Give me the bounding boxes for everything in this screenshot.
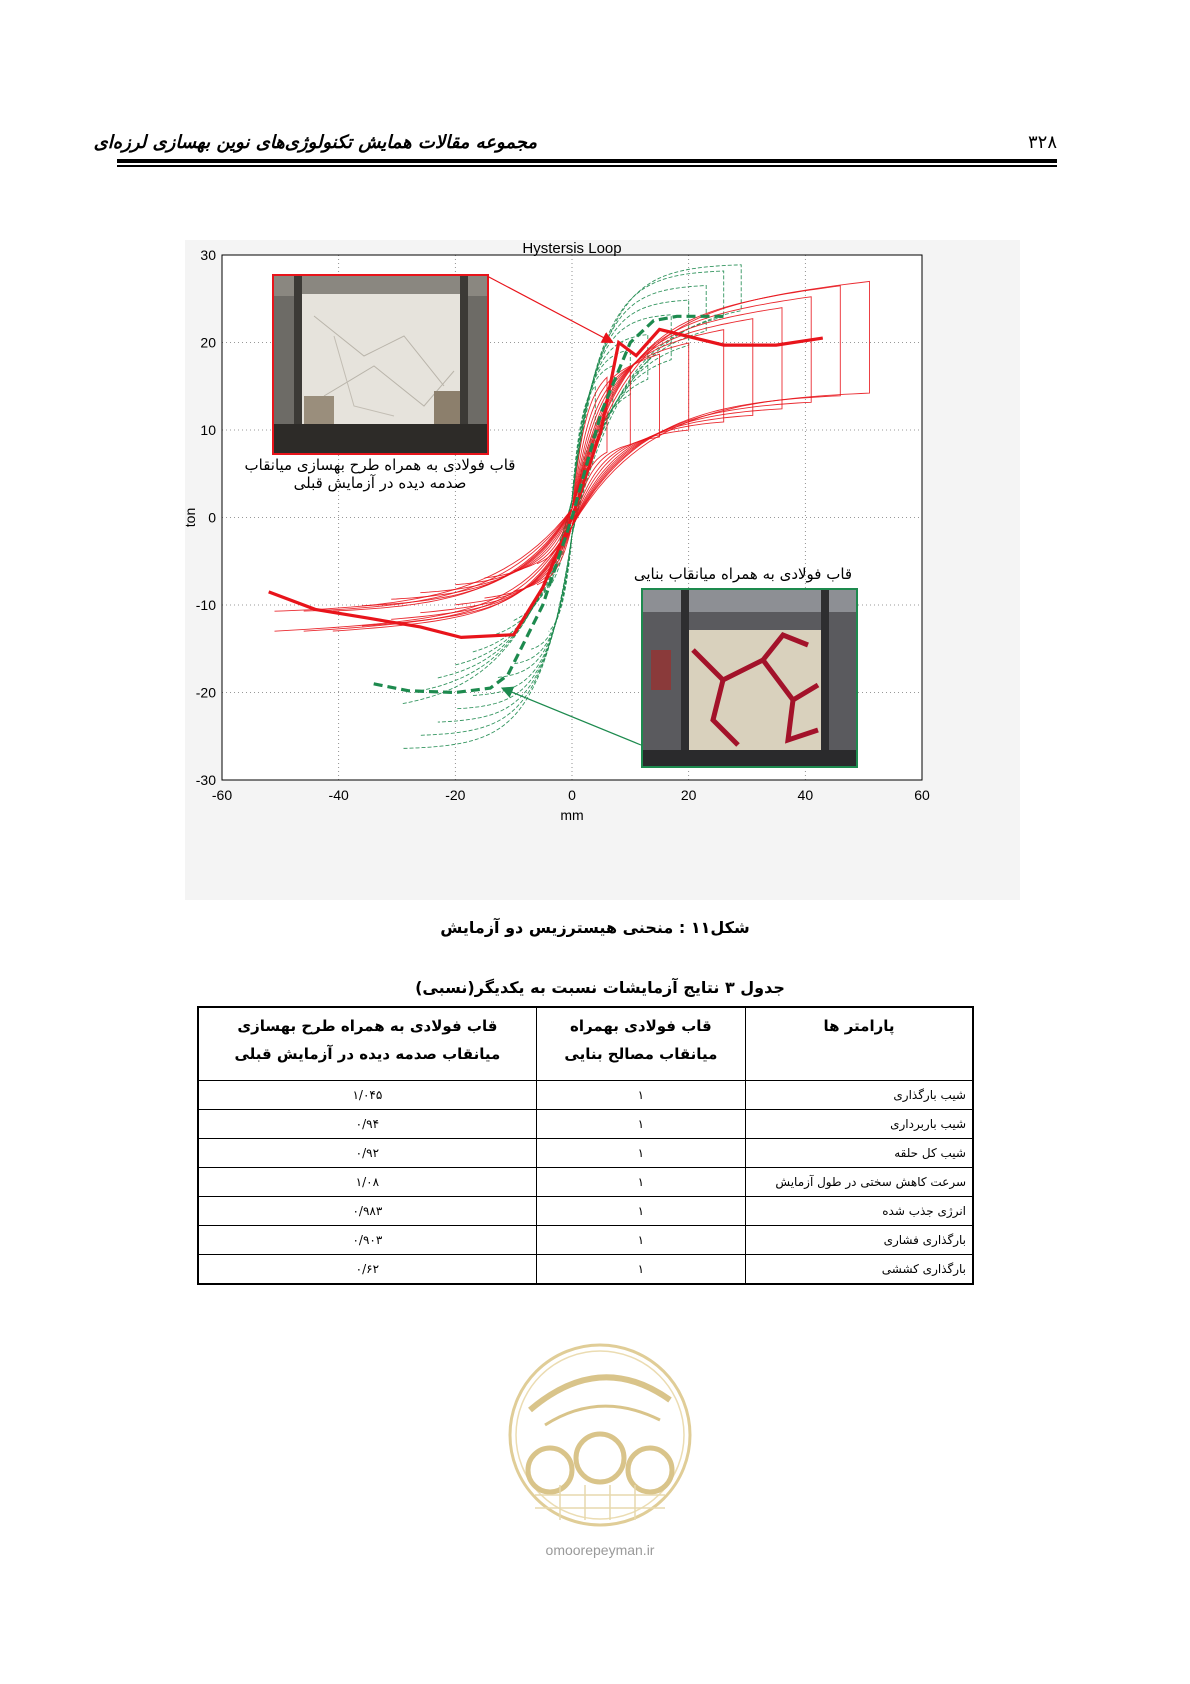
header-parameters: پارامتر ها: [746, 1007, 974, 1081]
x-tick-label: 40: [797, 787, 814, 803]
results-table: [197, 1006, 974, 1285]
annotation-top-line2: صدمه دیده در آزمایش قبلی: [293, 474, 467, 492]
x-tick-label: 0: [568, 787, 576, 803]
watermark-logo: [490, 1330, 710, 1560]
y-tick-label: -30: [195, 772, 216, 788]
y-tick-label: 30: [200, 247, 216, 263]
page-number: ۳۲۸: [1027, 132, 1057, 153]
table-row: [198, 1081, 973, 1110]
header-rule-thin: [117, 165, 1057, 167]
annotation-bottom-text: قاب فولادی به همراه میانقاب بنایی: [633, 565, 853, 583]
value-cell: ۱: [536, 1197, 745, 1226]
param-cell: سرعت کاهش سختی در طول آزمایش: [746, 1168, 974, 1197]
param-cell: بارگذاری فشاری: [746, 1226, 974, 1255]
photo-masonry-infill: [641, 588, 858, 768]
y-tick-label: 20: [200, 334, 216, 351]
table-row: [198, 1110, 973, 1139]
value-cell: ۱: [536, 1168, 745, 1197]
y-axis-label: ton: [182, 507, 198, 528]
hysteresis-chart: [182, 240, 1020, 900]
table-row: [198, 1255, 973, 1285]
header-masonry: قاب فولادی بهمراه میانقاب مصالح بنایی: [536, 1007, 745, 1081]
x-tick-label: 60: [914, 787, 930, 803]
table-header-row: [198, 1007, 973, 1081]
param-cell: بارگذاری کششی: [746, 1255, 974, 1285]
table-row: [198, 1168, 973, 1197]
chart-title: Hystersis Loop: [522, 240, 622, 257]
param-cell: شیب باربرداری: [746, 1110, 974, 1139]
y-tick-label: -10: [195, 597, 216, 613]
x-tick-label: -40: [328, 787, 349, 803]
table-caption: جدول ۳ نتایج آزمایشات نسبت به یکدیگر(نسبی): [415, 978, 785, 997]
value-cell: ۰/۹۲: [198, 1139, 536, 1168]
y-tick-label: 10: [200, 422, 216, 438]
running-title: مجموعه مقالات همایش تکنولوژی‌های نوین بهسازی لرزه‌ای: [93, 132, 537, 153]
annotation-masonry-infill: [623, 565, 863, 583]
value-cell: ۱: [536, 1139, 745, 1168]
value-cell: ۱: [536, 1081, 745, 1110]
x-tick-label: -20: [445, 787, 466, 803]
value-cell: ۱: [536, 1226, 745, 1255]
x-tick-label: -60: [211, 787, 233, 803]
param-cell: شیب بارگذاری: [746, 1081, 974, 1110]
annotation-repaired-infill: [243, 456, 517, 492]
watermark-url: omoorepeyman.ir: [545, 1542, 655, 1558]
y-tick-label: -20: [195, 684, 216, 701]
table-row: [198, 1139, 973, 1168]
param-cell: شیب کل حلقه: [746, 1139, 974, 1168]
x-axis-label: mm: [560, 807, 584, 823]
x-tick-label: 20: [680, 787, 697, 803]
table-row: [198, 1197, 973, 1226]
value-cell: ۰/۹۴: [198, 1110, 536, 1139]
photo-repaired-infill: [272, 274, 489, 455]
value-cell: ۰/۹۰۳: [198, 1226, 536, 1255]
y-tick-label: 0: [208, 509, 216, 526]
param-cell: انرژی جذب شده: [746, 1197, 974, 1226]
figure-caption: شکل۱۱ : منحنی هیسترزیس دو آزمایش: [440, 918, 750, 937]
value-cell: ۰/۹۸۳: [198, 1197, 536, 1226]
annotation-top-line1: قاب فولادی به همراه طرح بهسازی میانقاب: [244, 456, 516, 474]
header-repaired: قاب فولادی به همراه طرح بهسازی میانقاب صدمه دیده در آزمایش قبلی: [198, 1007, 536, 1081]
table-row: [198, 1226, 973, 1255]
watermark-seal-icon: [490, 1330, 710, 1560]
value-cell: ۱: [536, 1255, 745, 1285]
value-cell: ۱: [536, 1110, 745, 1139]
value-cell: ۰/۶۲: [198, 1255, 536, 1285]
header-rule-thick: [117, 159, 1057, 163]
value-cell: ۱/۰۴۵: [198, 1081, 536, 1110]
value-cell: ۱/۰۸: [198, 1168, 536, 1197]
